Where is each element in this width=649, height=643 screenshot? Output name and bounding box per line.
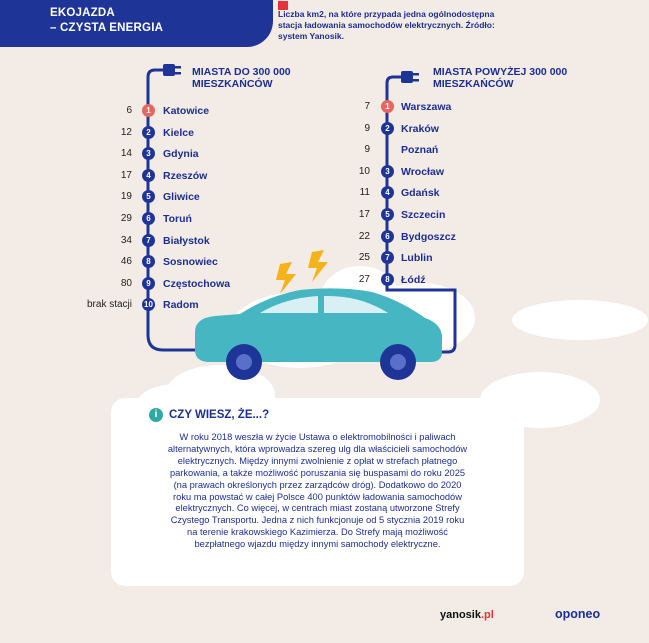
city-value: 34 bbox=[120, 234, 132, 246]
yanosik-logo bbox=[440, 609, 494, 621]
info-line: Czystego Transportu. Jedna z nich funkcjonuje od 5 stycznia 2019 roku bbox=[170, 515, 465, 526]
city-name: Wrocław bbox=[401, 165, 444, 178]
rank-badge: 5 bbox=[381, 208, 394, 221]
city-value: 7 bbox=[364, 101, 370, 112]
city-value: 12 bbox=[120, 126, 132, 138]
right-title-line2: MIESZKAŃCÓW bbox=[433, 78, 514, 90]
city-name: Białystok bbox=[163, 234, 210, 247]
left-title-line2: MIESZKAŃCÓW bbox=[192, 78, 273, 90]
city-name: Radom bbox=[163, 299, 199, 312]
left-column-title bbox=[192, 66, 291, 90]
right-column-title bbox=[433, 66, 567, 90]
info-line: na terenie krakowskiego Kazimierza. Do Strefy mają możliwość bbox=[187, 527, 448, 538]
info-box bbox=[111, 398, 524, 586]
plug-icon-right bbox=[401, 71, 419, 83]
header-title-line1: EKOJAZDA bbox=[50, 7, 115, 19]
city-name: Katowice bbox=[163, 105, 210, 117]
info-title: CZY WIESZ, ŻE...? bbox=[169, 409, 270, 421]
city-value: 22 bbox=[358, 230, 370, 242]
city-value: 25 bbox=[358, 252, 370, 264]
city-name: Gliwice bbox=[163, 191, 200, 204]
left-title-line1: MIASTA DO 300 000 bbox=[192, 66, 291, 78]
right-title-line1: MIASTA POWYŻEJ 300 000 bbox=[433, 66, 568, 78]
info-line: roku ma powstać w całej Polsce 400 punktów ładowania samochodów bbox=[173, 491, 462, 502]
info-icon: i bbox=[149, 408, 163, 422]
city-value: 9 bbox=[364, 122, 370, 134]
city-name: Bydgoszcz bbox=[401, 230, 456, 243]
city-name: Łódź bbox=[401, 273, 426, 286]
rank-badge: 10 bbox=[142, 298, 155, 311]
city-name: Warszawa bbox=[401, 101, 452, 113]
city-value: 10 bbox=[358, 165, 370, 177]
info-line: bezpłatnego wjazdu między innymi samochody elektryczne. bbox=[194, 539, 441, 550]
city-value: brak stacji bbox=[86, 299, 132, 311]
city-name: Gdańsk bbox=[401, 187, 440, 200]
rank-badge: 4 bbox=[142, 169, 155, 182]
rank-badge: 3 bbox=[142, 147, 155, 160]
city-value: 9 bbox=[364, 144, 370, 156]
city-name: Kielce bbox=[163, 126, 194, 139]
rank-badge: 6 bbox=[142, 212, 155, 225]
city-value: 27 bbox=[358, 273, 370, 285]
plug-icon-left bbox=[163, 64, 181, 76]
yanosik-logo-tld: .pl bbox=[480, 609, 494, 621]
lightning-icon bbox=[276, 262, 296, 294]
city-value: 80 bbox=[120, 277, 132, 289]
rank-badge: 3 bbox=[381, 165, 394, 178]
city-value: 17 bbox=[120, 169, 132, 181]
city-value: 11 bbox=[359, 187, 370, 199]
city-name: Toruń bbox=[163, 213, 192, 225]
city-value: 29 bbox=[120, 213, 132, 224]
header-title-line2: – CZYSTA ENERGIA bbox=[50, 22, 164, 34]
rank-badge: 9 bbox=[142, 277, 155, 290]
rank-badge: 8 bbox=[142, 255, 155, 268]
city-value: 19 bbox=[120, 191, 132, 203]
city-name: Szczecin bbox=[401, 209, 446, 221]
rank-badge: 4 bbox=[381, 186, 394, 199]
rank-badge: 8 bbox=[381, 273, 394, 286]
info-line: elektrycznych. Co więcej, w centrach miast zostaną utworzone Strefy bbox=[175, 503, 460, 514]
rank-badge: 1 bbox=[381, 100, 394, 113]
rank-badge: 1 bbox=[142, 104, 155, 117]
rank-badge: 5 bbox=[142, 190, 155, 203]
city-name: Poznań bbox=[401, 144, 439, 157]
info-line: W roku 2018 weszła w życie Ustawa o elektromobilności i paliwach bbox=[179, 432, 456, 442]
city-name: Gdynia bbox=[163, 148, 199, 161]
yanosik-logo-text: yanosik bbox=[440, 609, 481, 621]
header-banner bbox=[0, 0, 273, 47]
city-name: Częstochowa bbox=[163, 277, 231, 290]
city-value: 17 bbox=[358, 209, 370, 220]
city-name: Rzeszów bbox=[163, 169, 208, 182]
rank-badge: 2 bbox=[381, 122, 394, 135]
rank-badge: 7 bbox=[142, 234, 155, 247]
rank-badge: 7 bbox=[381, 251, 394, 264]
info-line: elektrycznych. Między innymi zwolnienie z opłat w strefach płatnego bbox=[177, 455, 458, 466]
info-line: (na prawach określonych przez zarządców dróg). Dodatkowo do 2020 bbox=[173, 479, 462, 490]
oponeo-logo: oponeo bbox=[555, 607, 601, 621]
city-name: Kraków bbox=[401, 122, 439, 135]
city-value: 6 bbox=[126, 105, 132, 116]
source-note: Liczba km2, na które przypada jedna ogólnodostępna stacja ładowania samochodów elektrycznych. Źródło: system Yanosik. bbox=[278, 9, 495, 41]
rank-badge: 6 bbox=[381, 230, 394, 243]
info-line: parkowania, a także możliwość poruszania się buspasami do roku 2025 bbox=[169, 467, 466, 478]
city-name: Sosnowiec bbox=[163, 256, 218, 269]
city-name: Lublin bbox=[401, 252, 433, 265]
city-value: 46 bbox=[120, 256, 132, 268]
rank-badge: 2 bbox=[142, 126, 155, 139]
info-line: alternatywnych, która wprowadza szereg ulg dla właścicieli samochodów bbox=[167, 443, 468, 454]
info-paragraph bbox=[111, 432, 524, 551]
city-value: 14 bbox=[120, 148, 132, 160]
